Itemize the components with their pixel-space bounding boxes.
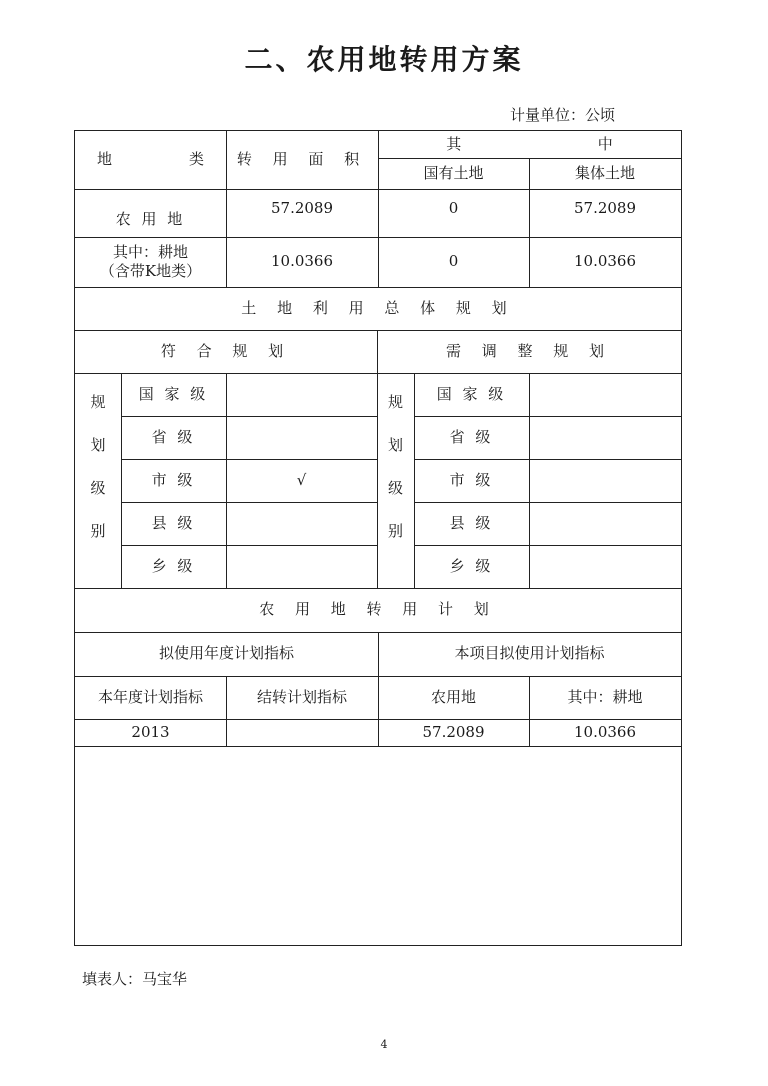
header-state-land: 国有土地 xyxy=(423,163,484,182)
level-label-right-char: 别 xyxy=(387,521,403,540)
level-label-left-char: 划 xyxy=(90,435,106,454)
conform-mark xyxy=(226,373,377,416)
adjust-level-name: 县 级 xyxy=(449,513,494,532)
adjust-mark xyxy=(529,459,681,502)
conform-plan-header: 符 合 规 划 xyxy=(160,341,292,360)
conform-level-name: 市 级 xyxy=(151,470,196,489)
conform-level-name: 省 级 xyxy=(151,427,196,446)
overall-plan-title: 土 地 利 用 总 体 规 划 xyxy=(241,298,515,317)
farmland-header: 农用地 xyxy=(430,687,476,706)
row-agri-collective: 57.2089 xyxy=(573,199,637,218)
level-label-left-char: 别 xyxy=(90,521,106,540)
row-cultivated-state: 0 xyxy=(448,252,459,271)
carryover-value xyxy=(226,719,378,746)
conform-mark xyxy=(226,545,377,588)
adjust-level-name: 市 级 xyxy=(449,470,494,489)
row-cultivated-area: 10.0366 xyxy=(270,252,334,271)
annual-indicator-header: 拟使用年度计划指标 xyxy=(158,644,294,663)
adjust-mark xyxy=(529,373,681,416)
conform-level-name: 乡 级 xyxy=(151,556,196,575)
header-among-char-a: 其 xyxy=(446,134,462,153)
conversion-plan-title: 农 用 地 转 用 计 划 xyxy=(259,600,497,619)
header-area: 转 用 面 积 xyxy=(236,150,368,169)
conform-mark-city: √ xyxy=(296,470,307,489)
conform-level-name: 县 级 xyxy=(151,513,196,532)
adjust-plan-header: 需 调 整 规 划 xyxy=(445,341,613,360)
header-collective-land: 集体土地 xyxy=(574,163,635,182)
adjust-mark xyxy=(529,416,681,459)
unit-label: 计量单位：公顷 xyxy=(510,106,616,124)
row-agri-state: 0 xyxy=(448,199,459,218)
level-label-left-char: 规 xyxy=(90,392,106,411)
row-cultivated-collective: 10.0366 xyxy=(573,252,637,271)
conform-mark xyxy=(226,502,377,545)
filler-label: 填表人：马宝华 xyxy=(82,970,188,988)
adjust-level-name: 省 级 xyxy=(449,427,494,446)
adjust-mark xyxy=(529,502,681,545)
level-label-left-char: 级 xyxy=(90,478,106,497)
row-agri-area: 57.2089 xyxy=(270,199,334,218)
cultivated-header: 其中：耕地 xyxy=(567,687,643,706)
conform-level-name: 国 家 级 xyxy=(138,384,209,403)
row-cultivated-name-line2: （含带K地类） xyxy=(99,262,202,280)
carryover-header: 结转计划指标 xyxy=(256,687,347,706)
page-title: 二、农用地转用方案 xyxy=(244,43,524,76)
conversion-plan-form xyxy=(74,130,682,946)
farmland-value: 57.2089 xyxy=(422,722,485,741)
conform-mark xyxy=(226,416,377,459)
header-land-type-char-a: 地 xyxy=(97,150,113,169)
header-among xyxy=(378,131,681,158)
row-cultivated-name-line1: 其中：耕地 xyxy=(112,242,188,261)
row-cultivated-name xyxy=(75,237,226,287)
level-label-right-char: 级 xyxy=(387,478,403,497)
current-year-value: 2013 xyxy=(131,722,170,741)
header-among-char-b: 中 xyxy=(597,134,613,153)
cultivated-value: 10.0366 xyxy=(573,722,637,741)
page-number: 4 xyxy=(380,1038,388,1051)
adjust-level-name: 国 家 级 xyxy=(436,384,507,403)
header-land-type-char-b: 类 xyxy=(188,150,204,169)
adjust-level-name: 乡 级 xyxy=(449,556,494,575)
adjust-mark xyxy=(529,545,681,588)
row-agri-name: 农 用 地 xyxy=(115,210,186,229)
header-land-type xyxy=(75,131,226,189)
current-year-header: 本年度计划指标 xyxy=(97,687,203,706)
level-label-right-char: 划 xyxy=(387,435,403,454)
level-label-right-char: 规 xyxy=(387,392,403,411)
project-indicator-header: 本项目拟使用计划指标 xyxy=(454,644,605,663)
